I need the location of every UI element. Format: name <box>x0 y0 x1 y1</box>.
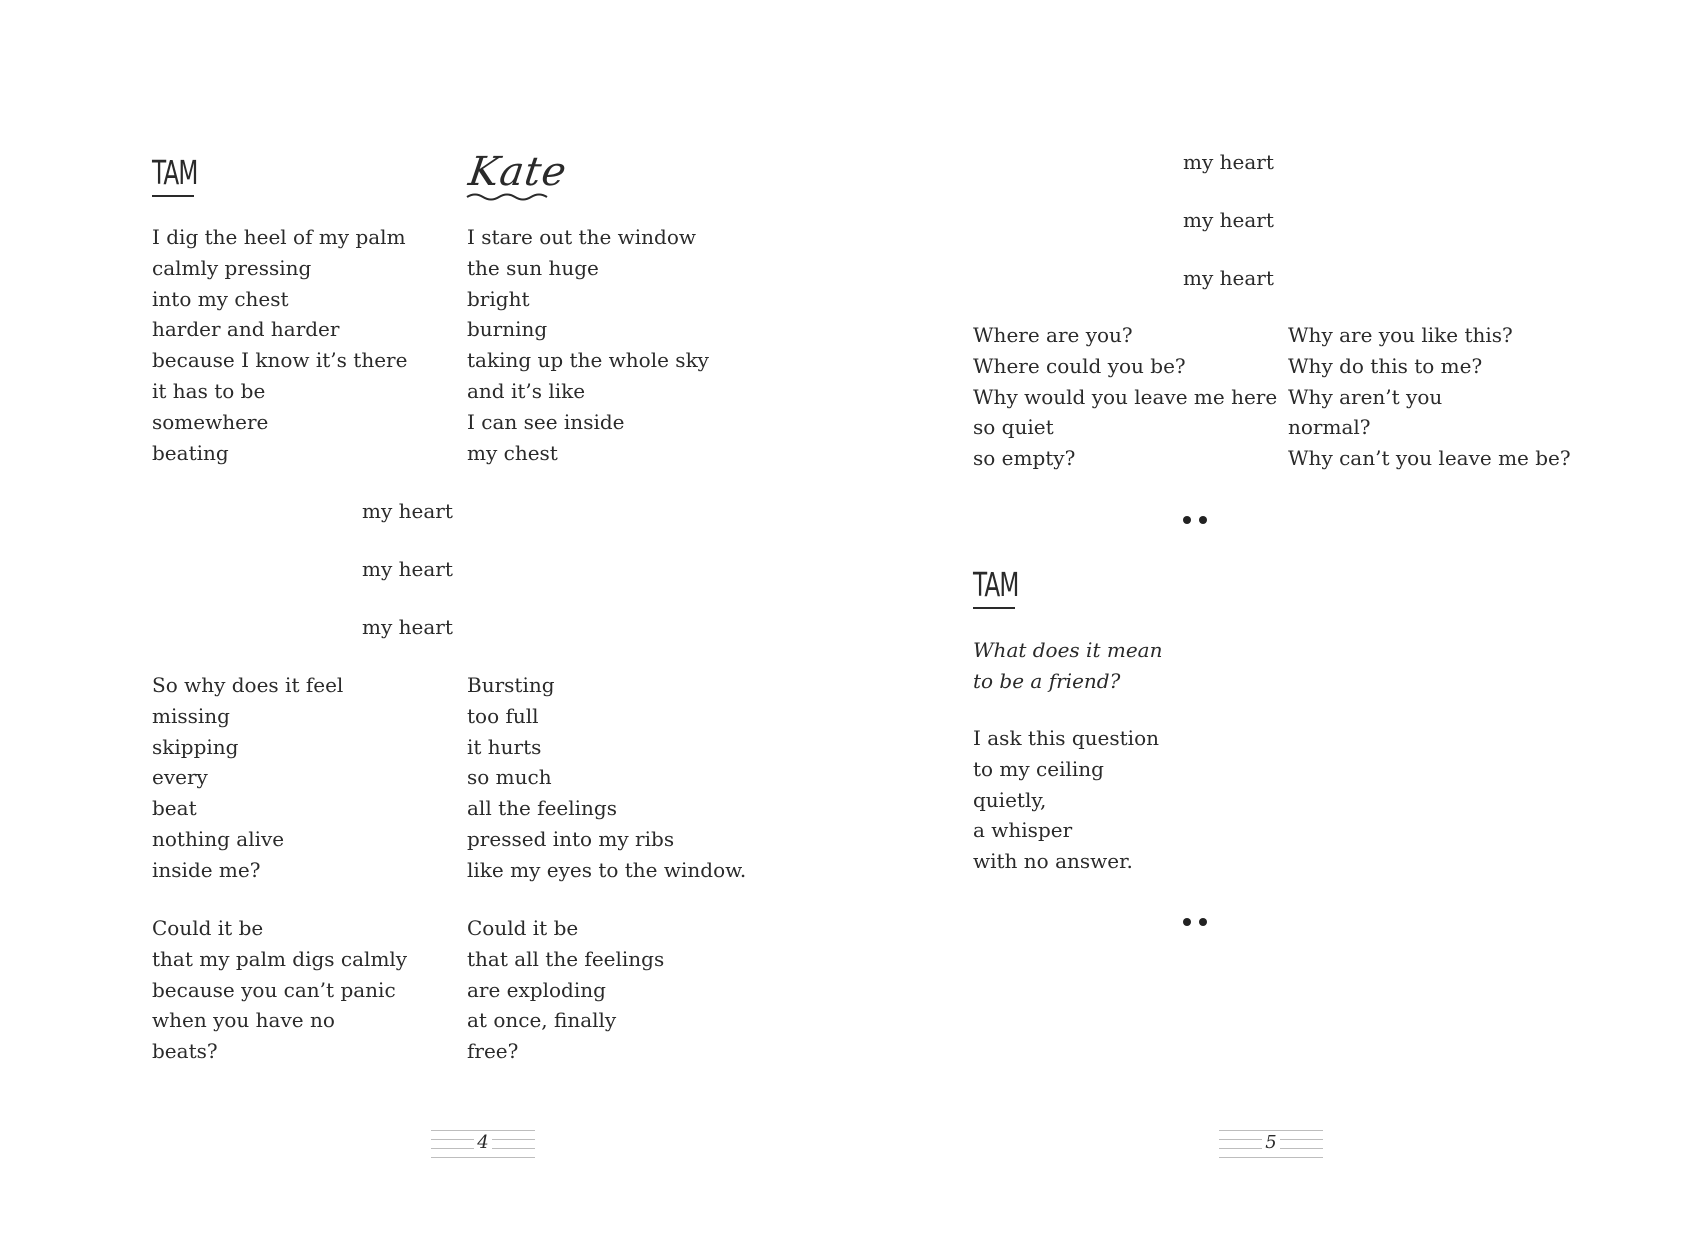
tam-stanza <box>973 723 1159 877</box>
tam-stanza-1 <box>152 222 407 468</box>
poem-line: too full <box>467 703 539 728</box>
poem-line: to my ceiling <box>973 756 1104 781</box>
poem-line: I can see inside <box>467 409 625 434</box>
tam-heading-block <box>152 154 211 197</box>
kate-questions <box>1288 320 1571 474</box>
poem-line: at once, finally <box>467 1008 617 1033</box>
poem-line: beats? <box>152 1039 218 1064</box>
poem-line: so quiet <box>973 415 1054 440</box>
tam-heading-underline <box>973 607 1015 609</box>
poem-line: Could it be <box>152 916 264 940</box>
dot <box>1183 516 1191 524</box>
poem-line: bright <box>467 286 530 311</box>
page-number-footer <box>1219 1130 1323 1158</box>
dot <box>1199 516 1207 524</box>
poem-line: beating <box>152 440 229 465</box>
poem-line: that all the feelings <box>467 946 665 971</box>
poem-line: taking up the whole sky <box>467 348 709 373</box>
kate-heading-block <box>465 149 570 202</box>
refrain-line: my heart <box>1183 150 1274 174</box>
poem-line: so empty? <box>973 446 1076 471</box>
folio-rule <box>431 1130 535 1131</box>
poem-line: nothing alive <box>152 826 285 851</box>
poem-line: and it’s like <box>467 378 586 403</box>
poem-line: I stare out the window <box>467 225 697 249</box>
poem-line: Why do this to me? <box>1288 353 1483 378</box>
refrain-line: my heart <box>1183 208 1274 232</box>
poem-line: a whisper <box>973 818 1073 843</box>
folio-rule <box>1219 1130 1323 1131</box>
poem-line: Where are you? <box>973 323 1133 347</box>
poem-line: Could it be <box>467 916 579 940</box>
poem-line: the sun huge <box>467 255 599 280</box>
poem-line: pressed into my ribs <box>467 826 675 851</box>
kate-stanza-2 <box>467 670 746 886</box>
poem-line: all the feelings <box>467 796 617 821</box>
poem-line: my chest <box>467 440 558 465</box>
right-page <box>852 0 1704 1254</box>
poem-line: I ask this question <box>973 726 1159 750</box>
poem-line: so much <box>467 765 552 790</box>
poem-line: I dig the heel of my palm <box>152 225 406 249</box>
tam-heading: TAM <box>152 153 198 192</box>
poem-line: every <box>152 765 208 790</box>
poem-line: missing <box>152 703 230 728</box>
refrain-line: my heart <box>1183 266 1274 290</box>
poem-line: Why aren’t you <box>1288 384 1443 409</box>
poem-line: are exploding <box>467 977 606 1002</box>
tam-heading-block <box>973 566 1032 609</box>
kate-heading: Kate <box>465 149 570 195</box>
poem-line: Bursting <box>467 673 555 697</box>
dot <box>1183 918 1191 926</box>
poem-line: harder and harder <box>152 317 340 342</box>
poem-line: free? <box>467 1039 519 1064</box>
tam-stanza-2 <box>152 670 343 886</box>
poem-line: burning <box>467 317 548 342</box>
refrain-line: my heart <box>362 615 453 639</box>
poem-line: Why can’t you leave me be? <box>1288 446 1571 471</box>
poem-line: beat <box>152 796 197 821</box>
kate-stanza-1 <box>467 222 709 468</box>
kate-stanza-3 <box>467 913 664 1067</box>
tam-stanza-3 <box>152 913 407 1067</box>
poem-line: it has to be <box>152 378 266 403</box>
poem-line: Where could you be? <box>973 353 1186 378</box>
poem-line: because you can’t panic <box>152 977 396 1002</box>
poem-line: skipping <box>152 734 239 759</box>
poem-line: Why are you like this? <box>1288 323 1513 347</box>
tam-questions <box>973 320 1277 474</box>
folio-rule <box>431 1157 535 1158</box>
section-break-dots <box>1183 918 1207 926</box>
page-number: 4 <box>474 1132 491 1153</box>
poem-line: into my chest <box>152 286 289 311</box>
tam-heading-underline <box>152 195 194 197</box>
tam-heading: TAM <box>973 565 1019 604</box>
poem-line: Why would you leave me here <box>973 384 1278 409</box>
poem-line: quietly, <box>973 787 1047 812</box>
poem-line: somewhere <box>152 409 269 434</box>
page-number-footer <box>431 1130 535 1158</box>
poem-line: like my eyes to the window. <box>467 857 747 882</box>
poem-line: calmly pressing <box>152 255 312 280</box>
refrain-line: my heart <box>362 499 453 523</box>
poem-line: inside me? <box>152 857 261 882</box>
folio-rule <box>1219 1157 1323 1158</box>
poem-line: What does it mean <box>973 638 1163 662</box>
poem-line: when you have no <box>152 1008 335 1033</box>
poem-line: So why does it feel <box>152 673 344 697</box>
poem-line: because I know it’s there <box>152 348 408 373</box>
poem-line: that my palm digs calmly <box>152 946 408 971</box>
poem-line: it hurts <box>467 734 542 759</box>
page-number: 5 <box>1262 1132 1279 1153</box>
section-break-dots <box>1183 516 1207 524</box>
poem-line: with no answer. <box>973 849 1133 874</box>
refrain-line: my heart <box>362 557 453 581</box>
tam-italic-question <box>973 635 1162 697</box>
dot <box>1199 918 1207 926</box>
poem-line: normal? <box>1288 415 1371 440</box>
poem-line: to be a friend? <box>973 668 1121 693</box>
